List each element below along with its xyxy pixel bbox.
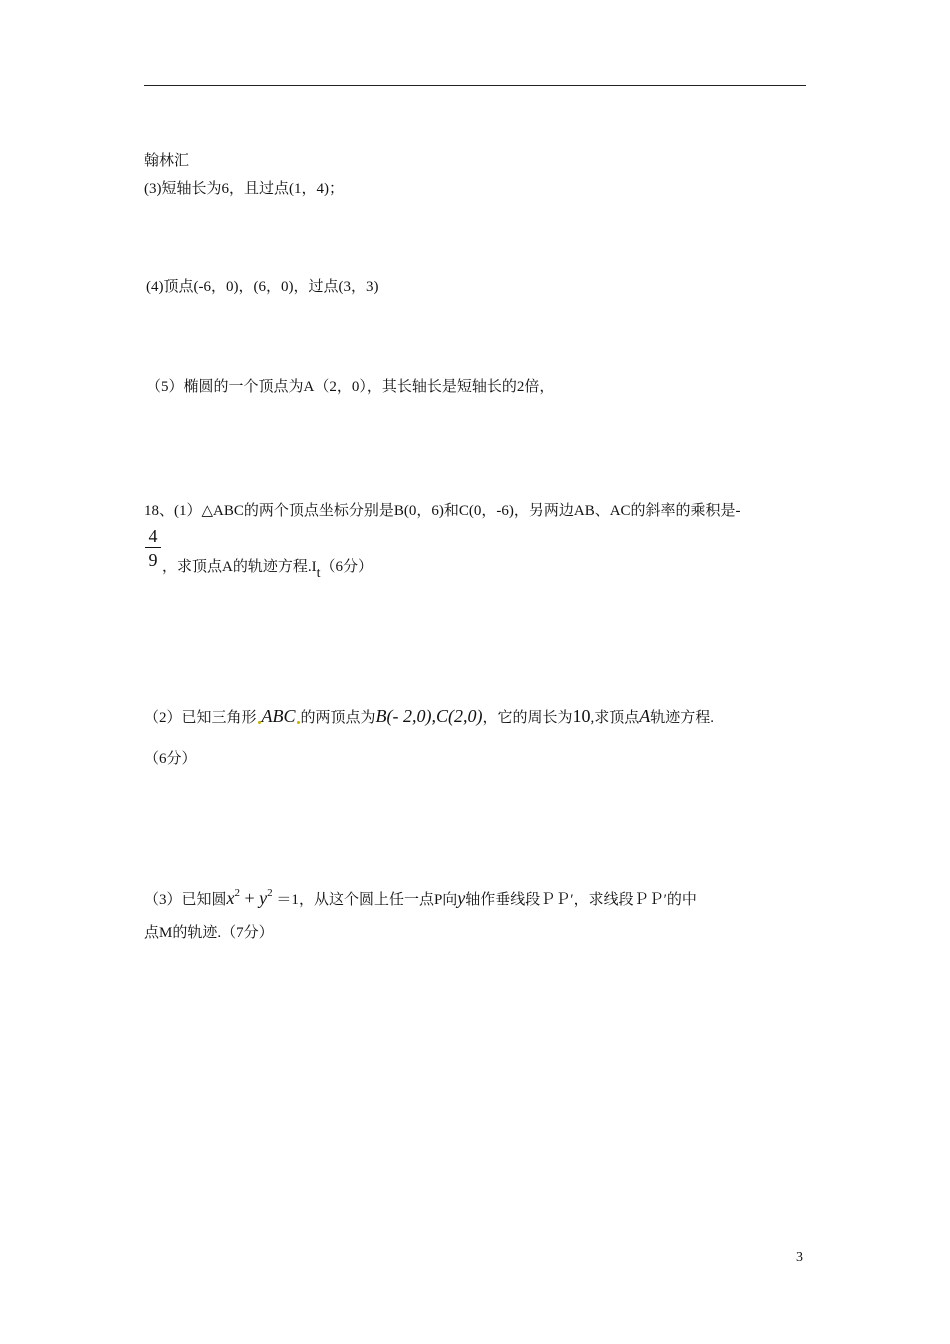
q18-part2-text-e: 轨迹方程. <box>650 710 715 726</box>
fraction-four-ninths <box>145 526 161 570</box>
q18-part3-text-c: 轴作垂线段ＰＰ′，求线段ＰＰ′的中 <box>465 892 697 908</box>
header-rule <box>144 85 806 86</box>
q18-part1-line2 <box>162 558 373 583</box>
page-number: 3 <box>796 1250 803 1265</box>
fraction-denominator: 9 <box>148 550 158 570</box>
q18-part1-score: （6分） <box>320 559 373 575</box>
q17-item5: （5）椭圆的一个顶点为A（2，0），其长轴长是短轴长的2倍， <box>146 379 555 395</box>
q18-part2-abc: ABC <box>261 706 296 726</box>
q18-part3-intro: （3）已知圆 <box>144 892 227 908</box>
q18-part2-points: B(- 2,0),C(2,0) <box>375 706 483 726</box>
q18-part2-text-d: ,求顶点 <box>590 710 640 726</box>
q18-part3-y-axis: y <box>457 888 466 908</box>
fraction-numerator: 4 <box>145 526 161 548</box>
q18-part3-line2: 点M的轨迹.（7分） <box>144 925 274 941</box>
q18-part3-text-b: ，从这个圆上任一点P向 <box>298 892 458 908</box>
q18-part2 <box>144 704 714 730</box>
q17-item4: (4)顶点(-6，0)，(6，0)，过点(3，3) <box>146 279 379 295</box>
header-label: 翰林汇 <box>144 153 190 169</box>
q18-part1-text: ，求顶点A的轨迹方程.I <box>162 559 317 575</box>
q18-part3-line1 <box>144 880 697 913</box>
q18-part2-perimeter: 10 <box>572 706 591 726</box>
q18-part3-plus: + <box>240 888 260 908</box>
q18-part3-x: x <box>226 888 235 908</box>
q18-part3-equals: ＝1 <box>272 892 299 908</box>
q17-item3: (3)短轴长为6，且过点(1，4)； <box>144 181 344 197</box>
q18-part3-exp1: 2 <box>234 887 241 899</box>
q18-part1-line1: 18、(1）△ABC的两个顶点坐标分别是B(0，6)和C(0，-6)，另两边AB、AC的斜率的乘积是- <box>144 503 741 519</box>
marker-dot <box>297 721 300 724</box>
q18-part2-score: （6分） <box>144 751 197 767</box>
q18-part1-subscript: t <box>316 566 321 581</box>
q18-part2-intro: （2）已知三角形 <box>144 710 257 726</box>
q18-part2-text-c: ，它的周长为 <box>482 710 573 726</box>
q18-part2-text-b: 的两顶点为 <box>300 710 376 726</box>
marker-dot <box>258 721 261 724</box>
q18-part3-y: y <box>259 888 268 908</box>
q18-part3-exp2: 2 <box>267 887 273 899</box>
q18-part2-vertex-a: A <box>639 706 651 726</box>
